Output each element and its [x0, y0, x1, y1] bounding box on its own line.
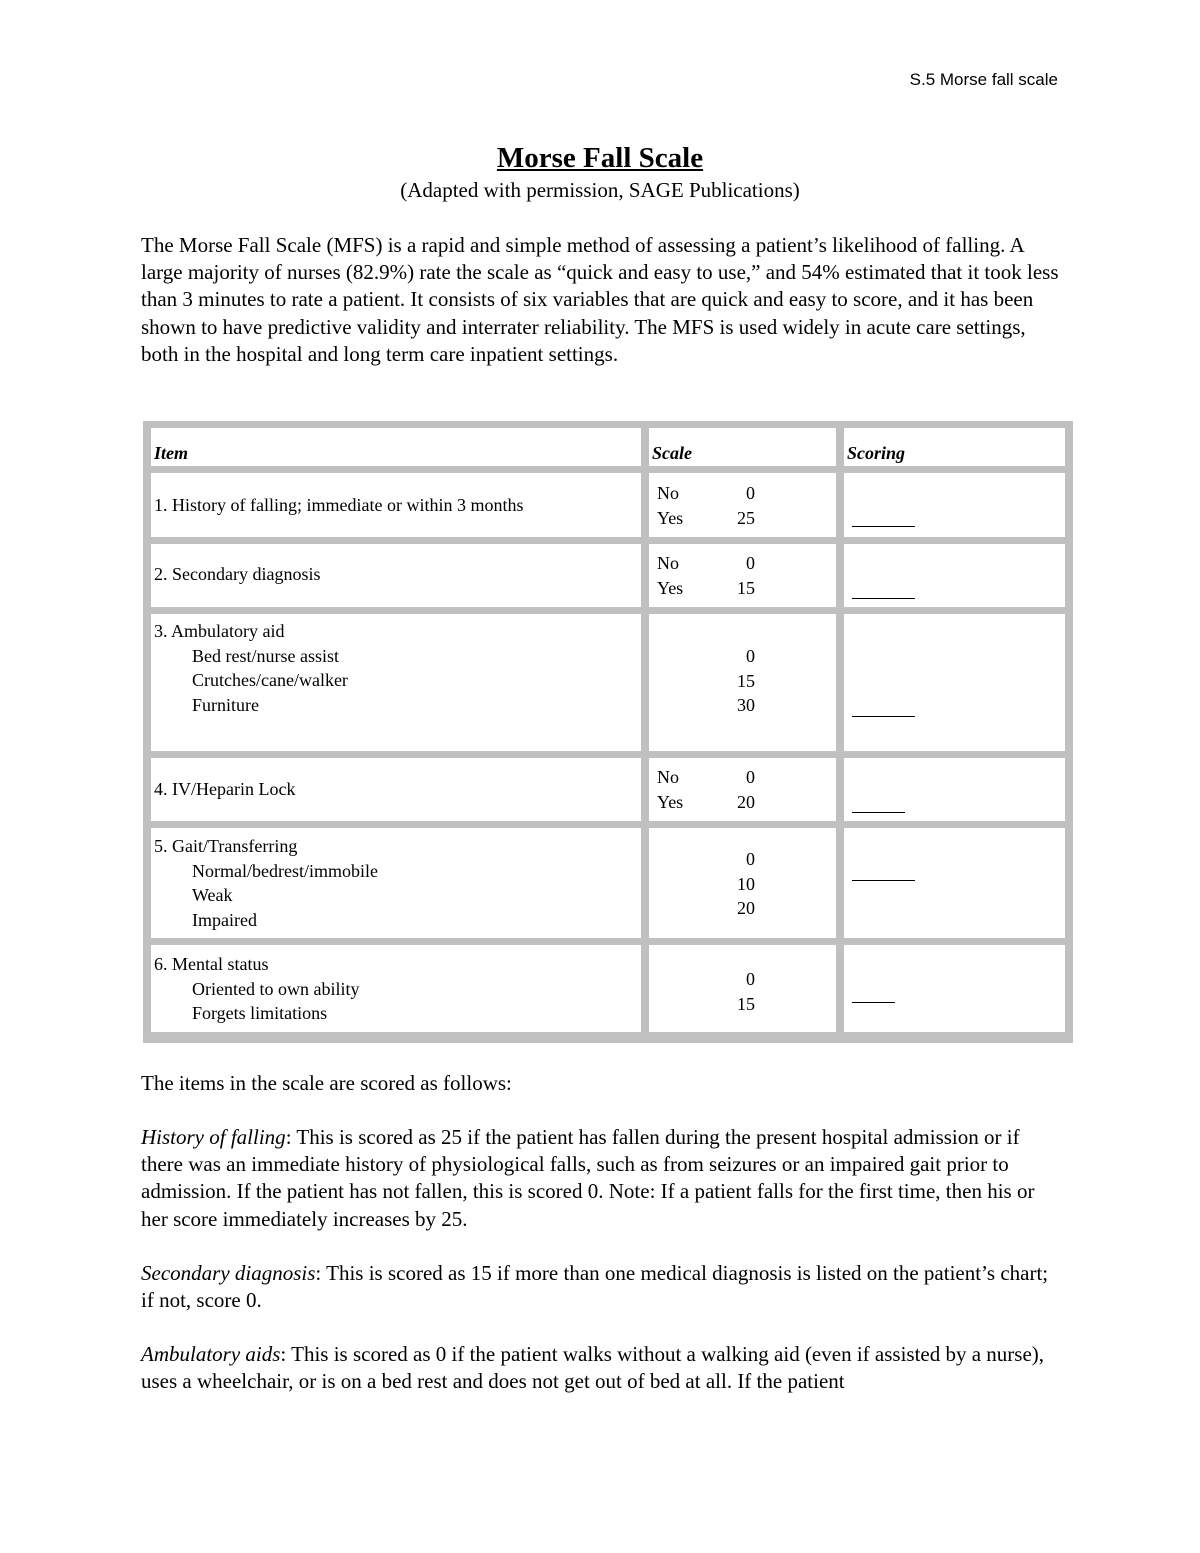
scale-value: 15 [737, 670, 755, 691]
scale-value: 0 [746, 767, 755, 787]
scale-label: No [657, 767, 679, 787]
item-option: Furniture [192, 694, 259, 715]
secondary-term: Secondary diagnosis [141, 1261, 316, 1285]
table-row-scale [649, 473, 836, 537]
table-row-scoring [844, 544, 1065, 607]
scale-value: 25 [737, 507, 755, 528]
item-label: 2. Secondary diagnosis [154, 564, 321, 584]
score-blank[interactable] [852, 526, 915, 527]
header-scoring: Scoring [844, 428, 1065, 466]
history-term: History of falling [141, 1125, 286, 1149]
scale-value: 10 [737, 873, 755, 894]
scale-value: 0 [746, 849, 755, 869]
table-row-item [151, 473, 641, 537]
scale-value: 30 [737, 695, 755, 715]
table-row-scoring [844, 614, 1065, 751]
page-subtitle: (Adapted with permission, SAGE Publications) [400, 178, 800, 202]
table-row-item [151, 614, 641, 751]
scale-value: 0 [746, 969, 755, 989]
table-row-scoring [844, 828, 1065, 938]
scale-value: 0 [746, 483, 755, 503]
table-row-item [151, 945, 641, 1032]
table-row-scale [649, 758, 836, 821]
scale-label: Yes [657, 791, 684, 812]
scale-value: 0 [746, 553, 755, 573]
ambulatory-term: Ambulatory aids [141, 1342, 281, 1366]
table-row-scoring [844, 473, 1065, 537]
score-blank[interactable] [852, 880, 915, 881]
item-label: 4. IV/Heparin Lock [154, 779, 296, 799]
score-blank[interactable] [852, 1002, 895, 1003]
scale-value: 15 [737, 577, 755, 598]
item-option: Oriented to own ability [192, 978, 360, 999]
scale-label: No [657, 483, 679, 503]
scale-value: 0 [746, 646, 755, 666]
morse-fall-scale-table [143, 421, 1073, 1043]
item-option: Normal/bedrest/immobile [192, 860, 378, 881]
table-row-item [151, 828, 641, 938]
table-row-scoring [844, 758, 1065, 821]
item-option: Impaired [192, 909, 257, 930]
page-title: Morse Fall Scale [496, 142, 704, 174]
item-label: 5. Gait/Transferring [154, 836, 298, 856]
item-label: 1. History of falling; immediate or within 3 months [154, 495, 524, 515]
item-option: Forgets limitations [192, 1003, 328, 1023]
scale-label: Yes [657, 577, 684, 598]
table-row-scale [649, 828, 836, 938]
history-explanation [141, 1124, 1066, 1233]
item-label: 3. Ambulatory aid [154, 621, 285, 641]
table-row-scoring [844, 945, 1065, 1032]
table-row-scale [649, 945, 836, 1032]
item-label: 6. Mental status [154, 954, 269, 974]
history-text: : This is scored as 25 if the patient has fallen during the present hospital admission or if there was an immediate history of physiological falls, such as from seizures or an impaired gait prior to admission. If the patient has not fallen, this is scored 0. Note: If a patient falls for the first time, then his or her score immediately increases by 25. [141, 1125, 1035, 1231]
score-blank[interactable] [852, 598, 915, 599]
table-row-scale [649, 544, 836, 607]
header-item: Item [151, 428, 641, 466]
scale-value: 20 [737, 791, 755, 812]
ambulatory-text: : This is scored as 0 if the patient walks without a walking aid (even if assisted by a nurse), uses a wheelchair, or is on a bed rest and does not get out of bed at all. If the patient [141, 1342, 1045, 1394]
item-option: Bed rest/nurse assist [192, 645, 339, 666]
table-row-item [151, 544, 641, 607]
intro-paragraph: The Morse Fall Scale (MFS) is a rapid and simple method of assessing a patient’s likelihood of falling. A large majority of nurses (82.9%) rate the scale as “quick and easy to use,” and 54% estimated that it took less than 3 minutes to rate a patient. It consists of six variables that are quick and easy to score, and it has been shown to have predictive validity and interrater reliability. The MFS is used widely in acute care settings, both in the hospital and long term care inpatient settings. [141, 233, 1059, 366]
item-option: Weak [192, 885, 233, 905]
table-row-scale [649, 614, 836, 751]
scale-label: No [657, 553, 679, 573]
scale-value: 20 [737, 898, 755, 918]
secondary-explanation [141, 1260, 1066, 1314]
score-blank[interactable] [852, 716, 915, 717]
scale-label: Yes [657, 507, 684, 528]
header-scale: Scale [649, 428, 836, 466]
score-blank[interactable] [852, 812, 905, 813]
scale-value: 15 [737, 993, 755, 1014]
items-intro: The items in the scale are scored as follows: [141, 1071, 512, 1095]
document-label: S.5 Morse fall scale [909, 70, 1058, 89]
item-option: Crutches/cane/walker [192, 670, 348, 690]
table-row-item [151, 758, 641, 821]
secondary-text: : This is scored as 15 if more than one medical diagnosis is listed on the patient’s chart; if not, score 0. [141, 1261, 1049, 1313]
ambulatory-explanation [141, 1341, 1066, 1395]
